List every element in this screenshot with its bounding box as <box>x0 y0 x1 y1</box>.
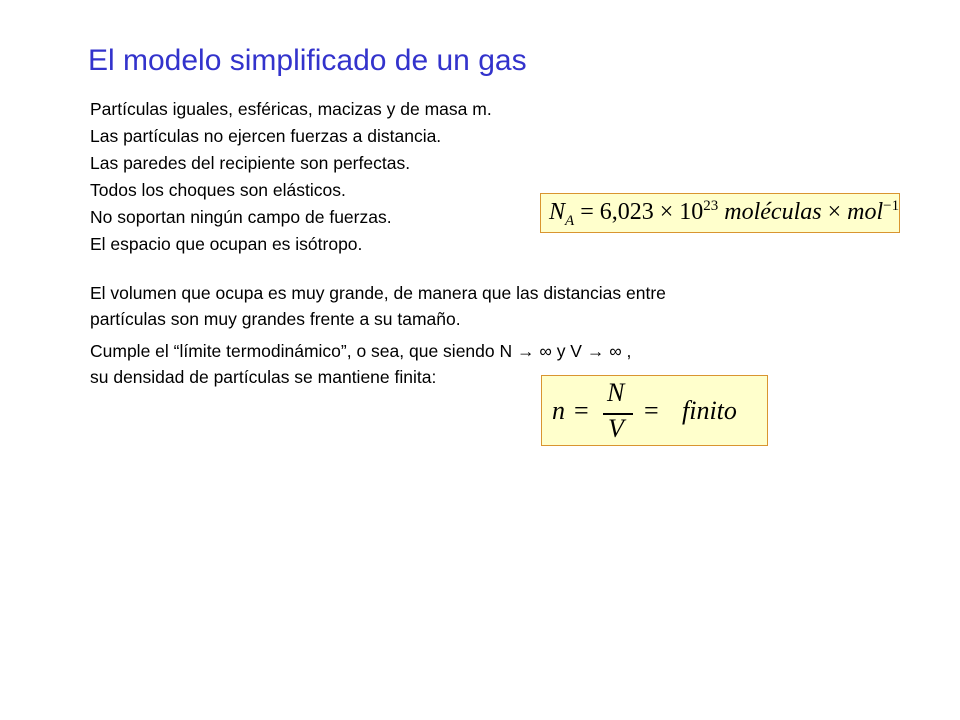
unit-molecules: moléculas <box>724 199 822 225</box>
fraction-denominator: V <box>608 414 624 443</box>
volume-paragraph <box>90 280 666 332</box>
fraction-numerator: N <box>607 378 625 407</box>
property-item: Las paredes del recipiente son perfectas. <box>90 153 411 173</box>
density-lhs: n <box>552 396 565 425</box>
avogadro-mantissa: 6,023 <box>599 199 654 225</box>
paragraph-line: Cumple el “límite termodinámico”, o sea, que siendo N → ∞ y V → ∞ , <box>90 341 632 361</box>
property-item: El espacio que ocupan es isótropo. <box>90 234 363 254</box>
property-item: Todos los choques son elásticos. <box>90 180 346 200</box>
property-item: Partículas iguales, esféricas, macizas y de masa m. <box>90 99 492 119</box>
avogadro-subscript: A <box>565 212 575 229</box>
times-sign: × <box>659 199 674 225</box>
unit-mol: mol <box>847 199 884 225</box>
density-formula <box>541 375 768 446</box>
slide-title: El modelo simplificado de un gas <box>88 44 527 77</box>
paragraph-line: El volumen que ocupa es muy grande, de manera que las distancias entre <box>90 283 666 303</box>
equals-sign: = <box>580 199 594 225</box>
gas-properties-list <box>90 96 492 258</box>
times-sign: × <box>827 199 842 225</box>
property-item: Las partículas no ejercen fuerzas a distancia. <box>90 126 442 146</box>
equals-sign: = <box>574 396 589 425</box>
avogadro-formula <box>540 193 900 233</box>
avogadro-symbol: N <box>549 199 566 225</box>
power-base: 10 <box>679 199 704 225</box>
equals-sign: = <box>644 396 659 425</box>
power-exponent: 23 <box>703 198 719 214</box>
density-rhs: finito <box>682 396 737 425</box>
paragraph-line: partículas son muy grandes frente a su tamaño. <box>90 309 461 329</box>
property-item: No soportan ningún campo de fuerzas. <box>90 207 392 227</box>
unit-exponent: −1 <box>883 198 900 214</box>
paragraph-line: su densidad de partículas se mantiene finita: <box>90 367 437 387</box>
